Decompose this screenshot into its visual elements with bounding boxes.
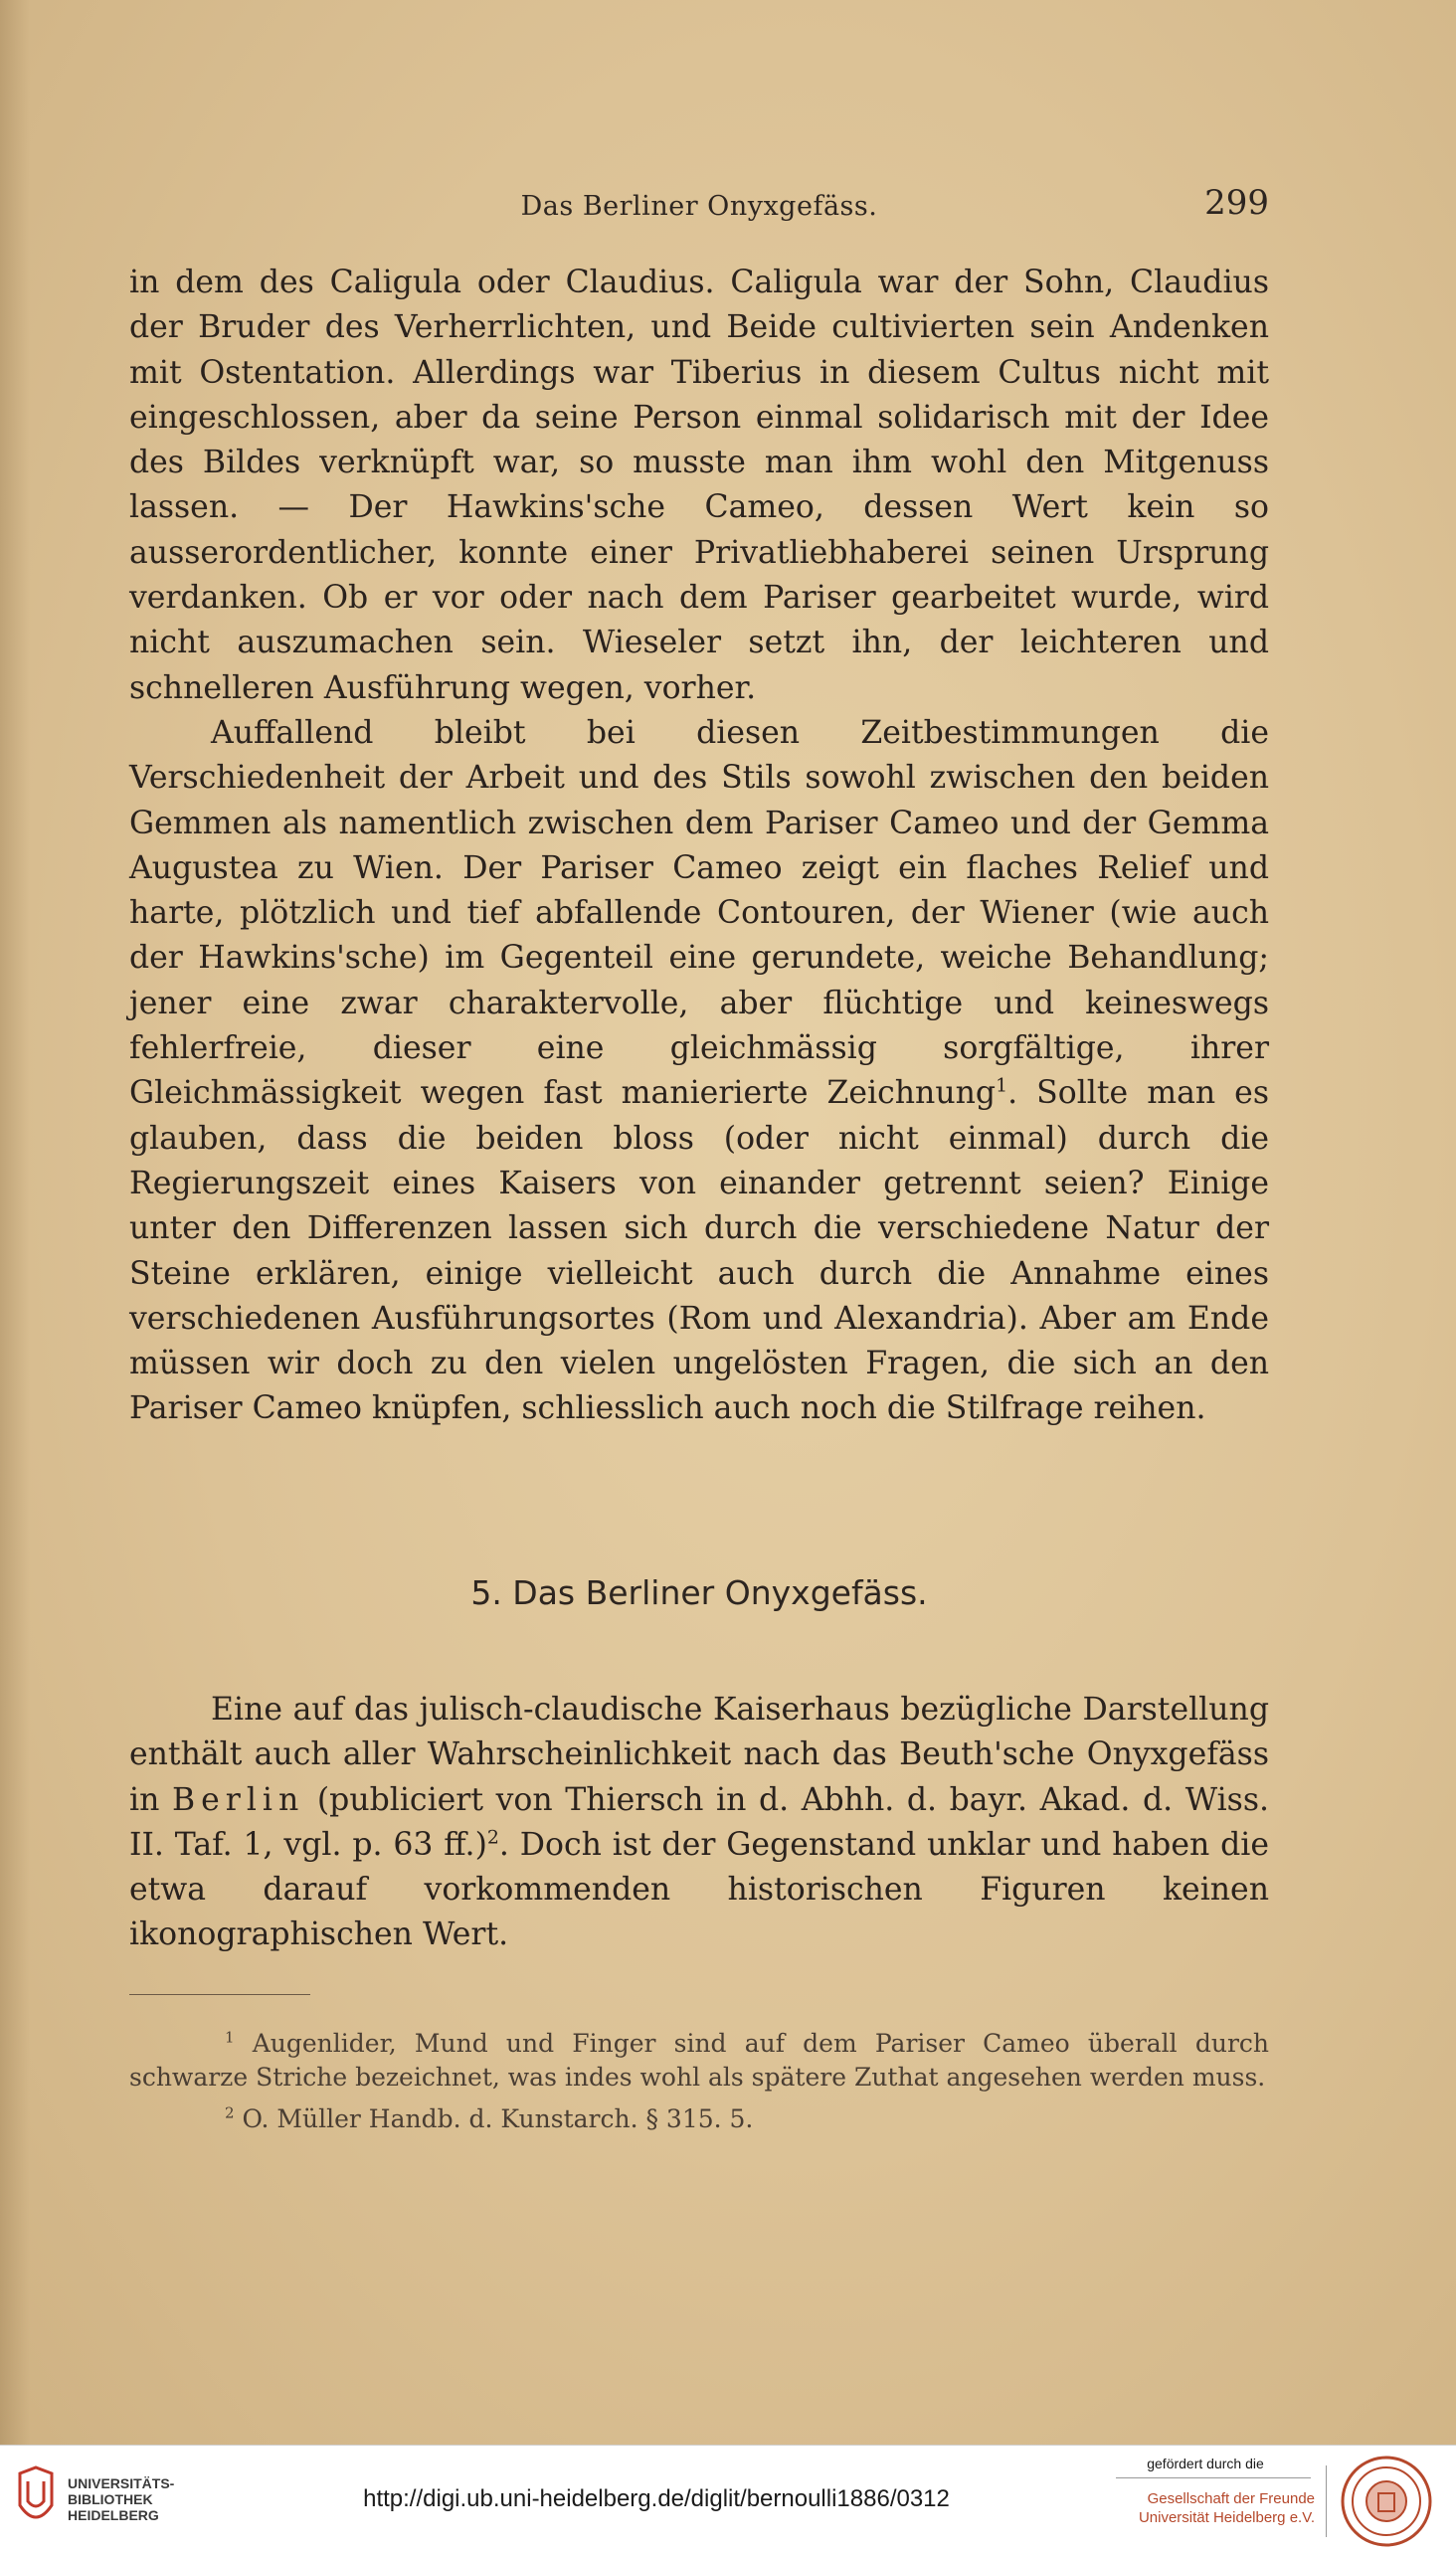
paragraph-text-part: Auffallend bleibt bei diesen Zeitbestimmungen die Verschiedenheit der Arbeit und des Stils sowohl zwischen den beiden Gemmen als namentlich zwischen dem Pariser Cameo und der Gemma Augustea zu Wien. Der Pariser Cameo zeigt ein flaches Relief und harte, plötzlich und tief abfallende Contouren, der Wiener (wie auch der Hawkins'sche) im Gegenteil eine gerundete, weiche Behandlung; jener eine zwar charaktervolle, aber flüchtige und keineswegs fehlerfreie, dieser eine gleichmässig sorgfältige, ihrer Gleichmässigkeit wegen fast manierierte Zeichnung [129, 715, 1269, 1112]
page-number: 299 [1204, 183, 1269, 223]
footnote-ref-1: 1 [996, 1074, 1008, 1097]
body-paragraph-3 [129, 1688, 1269, 1958]
sponsor-line: Universität Heidelberg e.V. [1138, 2509, 1315, 2526]
digitization-footer [0, 2445, 1456, 2553]
paragraph-text-part: . Doch ist der Gegenstand unklar und haben die etwa darauf vorkommenden historischen Figuren keinen ikonographischen Wert. [129, 1826, 1270, 1953]
body-paragraph-2 [129, 711, 1269, 1432]
spaced-emphasis: Berlin [171, 1781, 305, 1818]
footnotes [129, 2027, 1269, 2144]
footnote-mark: 1 [225, 2028, 235, 2047]
library-name [68, 2475, 174, 2523]
paragraph-text-part: (publiciert von Thiersch in d. Abhh. d. bayr. Akad. d. Wiss. II. Taf. 1, vgl. p. 63 ff.) [129, 1781, 1270, 1863]
footer-divider [1326, 2465, 1327, 2537]
library-name-line: HEIDELBERG [68, 2507, 159, 2523]
section-heading: 5. Das Berliner Onyxgefäss. [470, 1573, 928, 1612]
sponsor-name [1098, 2489, 1315, 2527]
paragraph-text: in dem des Caligula oder Claudius. Caligula war der Sohn, Claudius der Bruder des Verherrlichten, und Beide cultivierten sein Andenken mit Ostentation. Allerdings war Tiberius in diesem Cultus nicht mit eingeschlossen, aber da seine Person einmal solidarisch mit der Idee des Bildes verknüpft war, so musste man ihm wohl den Mitgenuss lassen. — Der Hawkins'sche Cameo, dessen Wert kein so ausserordentlicher, konnte einer Privatliebhaberei seinen Ursprung verdanken. Ob er vor oder nach dem Pariser gearbeitet wurde, wird nicht auszumachen sein. Wieseler setzt ihn, der leichteren und schnelleren Ausführung wegen, vorher. [129, 265, 1269, 706]
sponsor-label: gefördert durch die [1147, 2456, 1264, 2471]
footnote-mark: 2 [225, 2103, 235, 2122]
sponsor-divider [1116, 2477, 1311, 2478]
paragraph-text [129, 1688, 1269, 1958]
footnote-ref-2: 2 [486, 1826, 499, 1849]
sponsor-line: Gesellschaft der Freunde [1147, 2490, 1315, 2507]
library-name-line: BIBLIOTHEK [68, 2491, 153, 2507]
running-title: Das Berliner Onyxgefäss. [520, 191, 878, 222]
body-paragraph-1 [129, 261, 1269, 711]
footnote-text: Augenlider, Mund und Finger sind auf dem Pariser Cameo überall durch schwarze Striche bezeichnet, was indes wohl als spätere Zuthat angesehen werden muss. [129, 2029, 1269, 2092]
page-header [129, 181, 1269, 231]
paragraph-text [129, 711, 1269, 1432]
footnote-text: O. Müller Handb. d. Kunstarch. § 315. 5. [234, 2104, 754, 2133]
footnote-1 [129, 2027, 1269, 2095]
library-logo-icon [14, 2465, 58, 2535]
paragraph-text-part: . Sollte man es glauben, dass die beiden bloss (oder nicht einmal) durch die Regierungszeit eines Kaisers von einander getrennt seien? Einige unter den Differenzen lassen sich durch die verschiedene Natur der Steine erklären, einige vielleicht auch durch die Annahme eines verschiedenen Ausführungsortes (Rom und Alexandria). Aber am Ende müssen wir doch zu den vielen ungelösten Fragen, die sich an den Pariser Cameo knüpfen, schliesslich auch noch die Stilfrage reihen. [129, 1075, 1269, 1427]
source-url[interactable]: http://digi.ub.uni-heidelberg.de/diglit/bernoulli1886/0312 [363, 2485, 950, 2512]
footnote-2 [129, 2102, 1269, 2136]
university-seal-icon [1339, 2454, 1434, 2549]
footnote-separator [129, 1994, 310, 1995]
paragraph-text-part: Eine auf das julisch-claudische Kaiserhaus bezügliche Darstellung enthält auch aller Wahrscheinlichkeit nach das Beuth'sche Onyxgefäss in [129, 1692, 1269, 1818]
library-name-line: UNIVERSITÄTS- [68, 2475, 175, 2491]
